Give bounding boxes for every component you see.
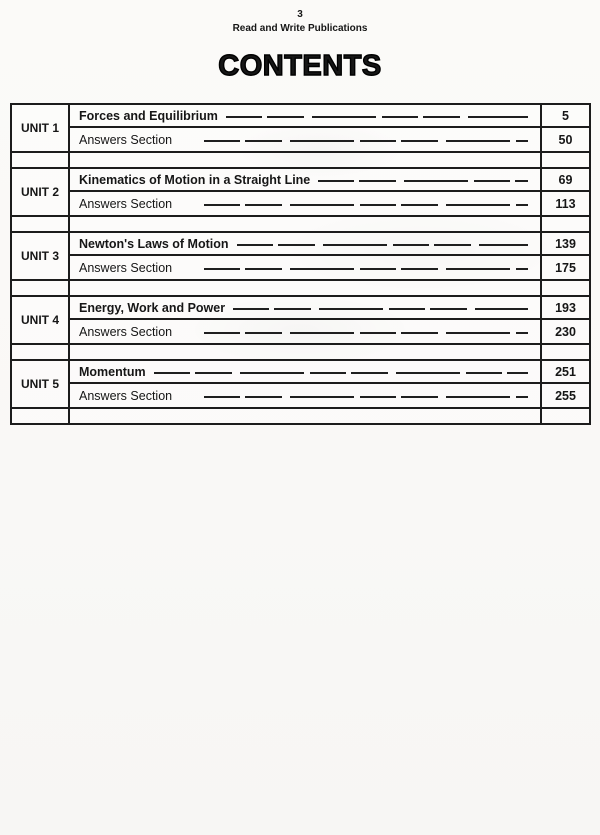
spacer-cell <box>70 409 540 423</box>
chapter-page-number: 5 <box>540 105 589 128</box>
spacer-cell <box>12 281 70 295</box>
page-number: 3 <box>297 9 303 20</box>
leader-line <box>204 332 528 334</box>
spacer-cell <box>70 281 540 295</box>
publisher-name: Read and Write Publications <box>232 22 368 34</box>
spacer-cell <box>12 153 70 167</box>
spacer-cell <box>12 345 70 359</box>
spacer-cell <box>12 217 70 231</box>
answers-row <box>70 192 540 215</box>
chapter-title: Newton's Laws of Motion <box>79 236 229 251</box>
chapter-page-number: 69 <box>540 169 589 192</box>
spacer-cell <box>540 281 589 295</box>
toc-table <box>10 103 591 425</box>
leader-line <box>233 308 528 310</box>
chapter-title: Forces and Equilibrium <box>79 108 218 123</box>
spacer-row <box>12 409 589 423</box>
spacer-cell <box>540 217 589 231</box>
unit-label: UNIT 3 <box>12 233 70 279</box>
answers-label: Answers Section <box>79 388 173 403</box>
spacer-row <box>12 217 589 233</box>
leader-line <box>204 140 528 142</box>
unit-label: UNIT 1 <box>12 105 70 151</box>
spacer-row <box>12 281 589 297</box>
answers-page-number: 230 <box>540 320 589 343</box>
answers-label: Answers Section <box>79 260 173 275</box>
unit-label: UNIT 2 <box>12 169 70 215</box>
answers-row <box>70 320 540 343</box>
spacer-row <box>12 345 589 361</box>
chapter-page-number: 139 <box>540 233 589 256</box>
spacer-cell <box>70 153 540 167</box>
chapter-row <box>70 233 540 256</box>
spacer-cell <box>70 345 540 359</box>
chapter-row <box>70 169 540 192</box>
chapter-page-number: 193 <box>540 297 589 320</box>
chapter-row <box>70 297 540 320</box>
chapter-title: Momentum <box>79 364 146 379</box>
unit-block-2 <box>12 169 589 217</box>
leader-line <box>226 116 528 118</box>
spacer-cell <box>12 409 70 423</box>
contents-title: CONTENTS <box>218 50 382 82</box>
chapter-row <box>70 105 540 128</box>
spacer-cell <box>540 409 589 423</box>
spacer-cell <box>70 217 540 231</box>
unit-block-5 <box>12 361 589 409</box>
unit-block-1 <box>12 105 589 153</box>
leader-line <box>204 268 528 270</box>
answers-page-number: 175 <box>540 256 589 279</box>
answers-label: Answers Section <box>79 324 173 339</box>
answers-page-number: 113 <box>540 192 589 215</box>
answers-row <box>70 256 540 279</box>
spacer-cell <box>540 153 589 167</box>
answers-row <box>70 128 540 151</box>
answers-row <box>70 384 540 407</box>
unit-label: UNIT 4 <box>12 297 70 343</box>
answers-page-number: 255 <box>540 384 589 407</box>
spacer-row <box>12 153 589 169</box>
answers-label: Answers Section <box>79 132 173 147</box>
chapter-title: Kinematics of Motion in a Straight Line <box>79 172 311 187</box>
unit-block-4 <box>12 297 589 345</box>
chapter-page-number: 251 <box>540 361 589 384</box>
unit-label: UNIT 5 <box>12 361 70 407</box>
answers-page-number: 50 <box>540 128 589 151</box>
answers-label: Answers Section <box>79 196 173 211</box>
leader-line <box>204 204 528 206</box>
chapter-row <box>70 361 540 384</box>
page-header <box>0 8 600 35</box>
unit-block-3 <box>12 233 589 281</box>
leader-line <box>154 372 528 374</box>
leader-line <box>318 180 528 182</box>
chapter-title: Energy, Work and Power <box>79 300 226 315</box>
spacer-cell <box>540 345 589 359</box>
leader-line <box>237 244 529 246</box>
leader-line <box>204 396 528 398</box>
